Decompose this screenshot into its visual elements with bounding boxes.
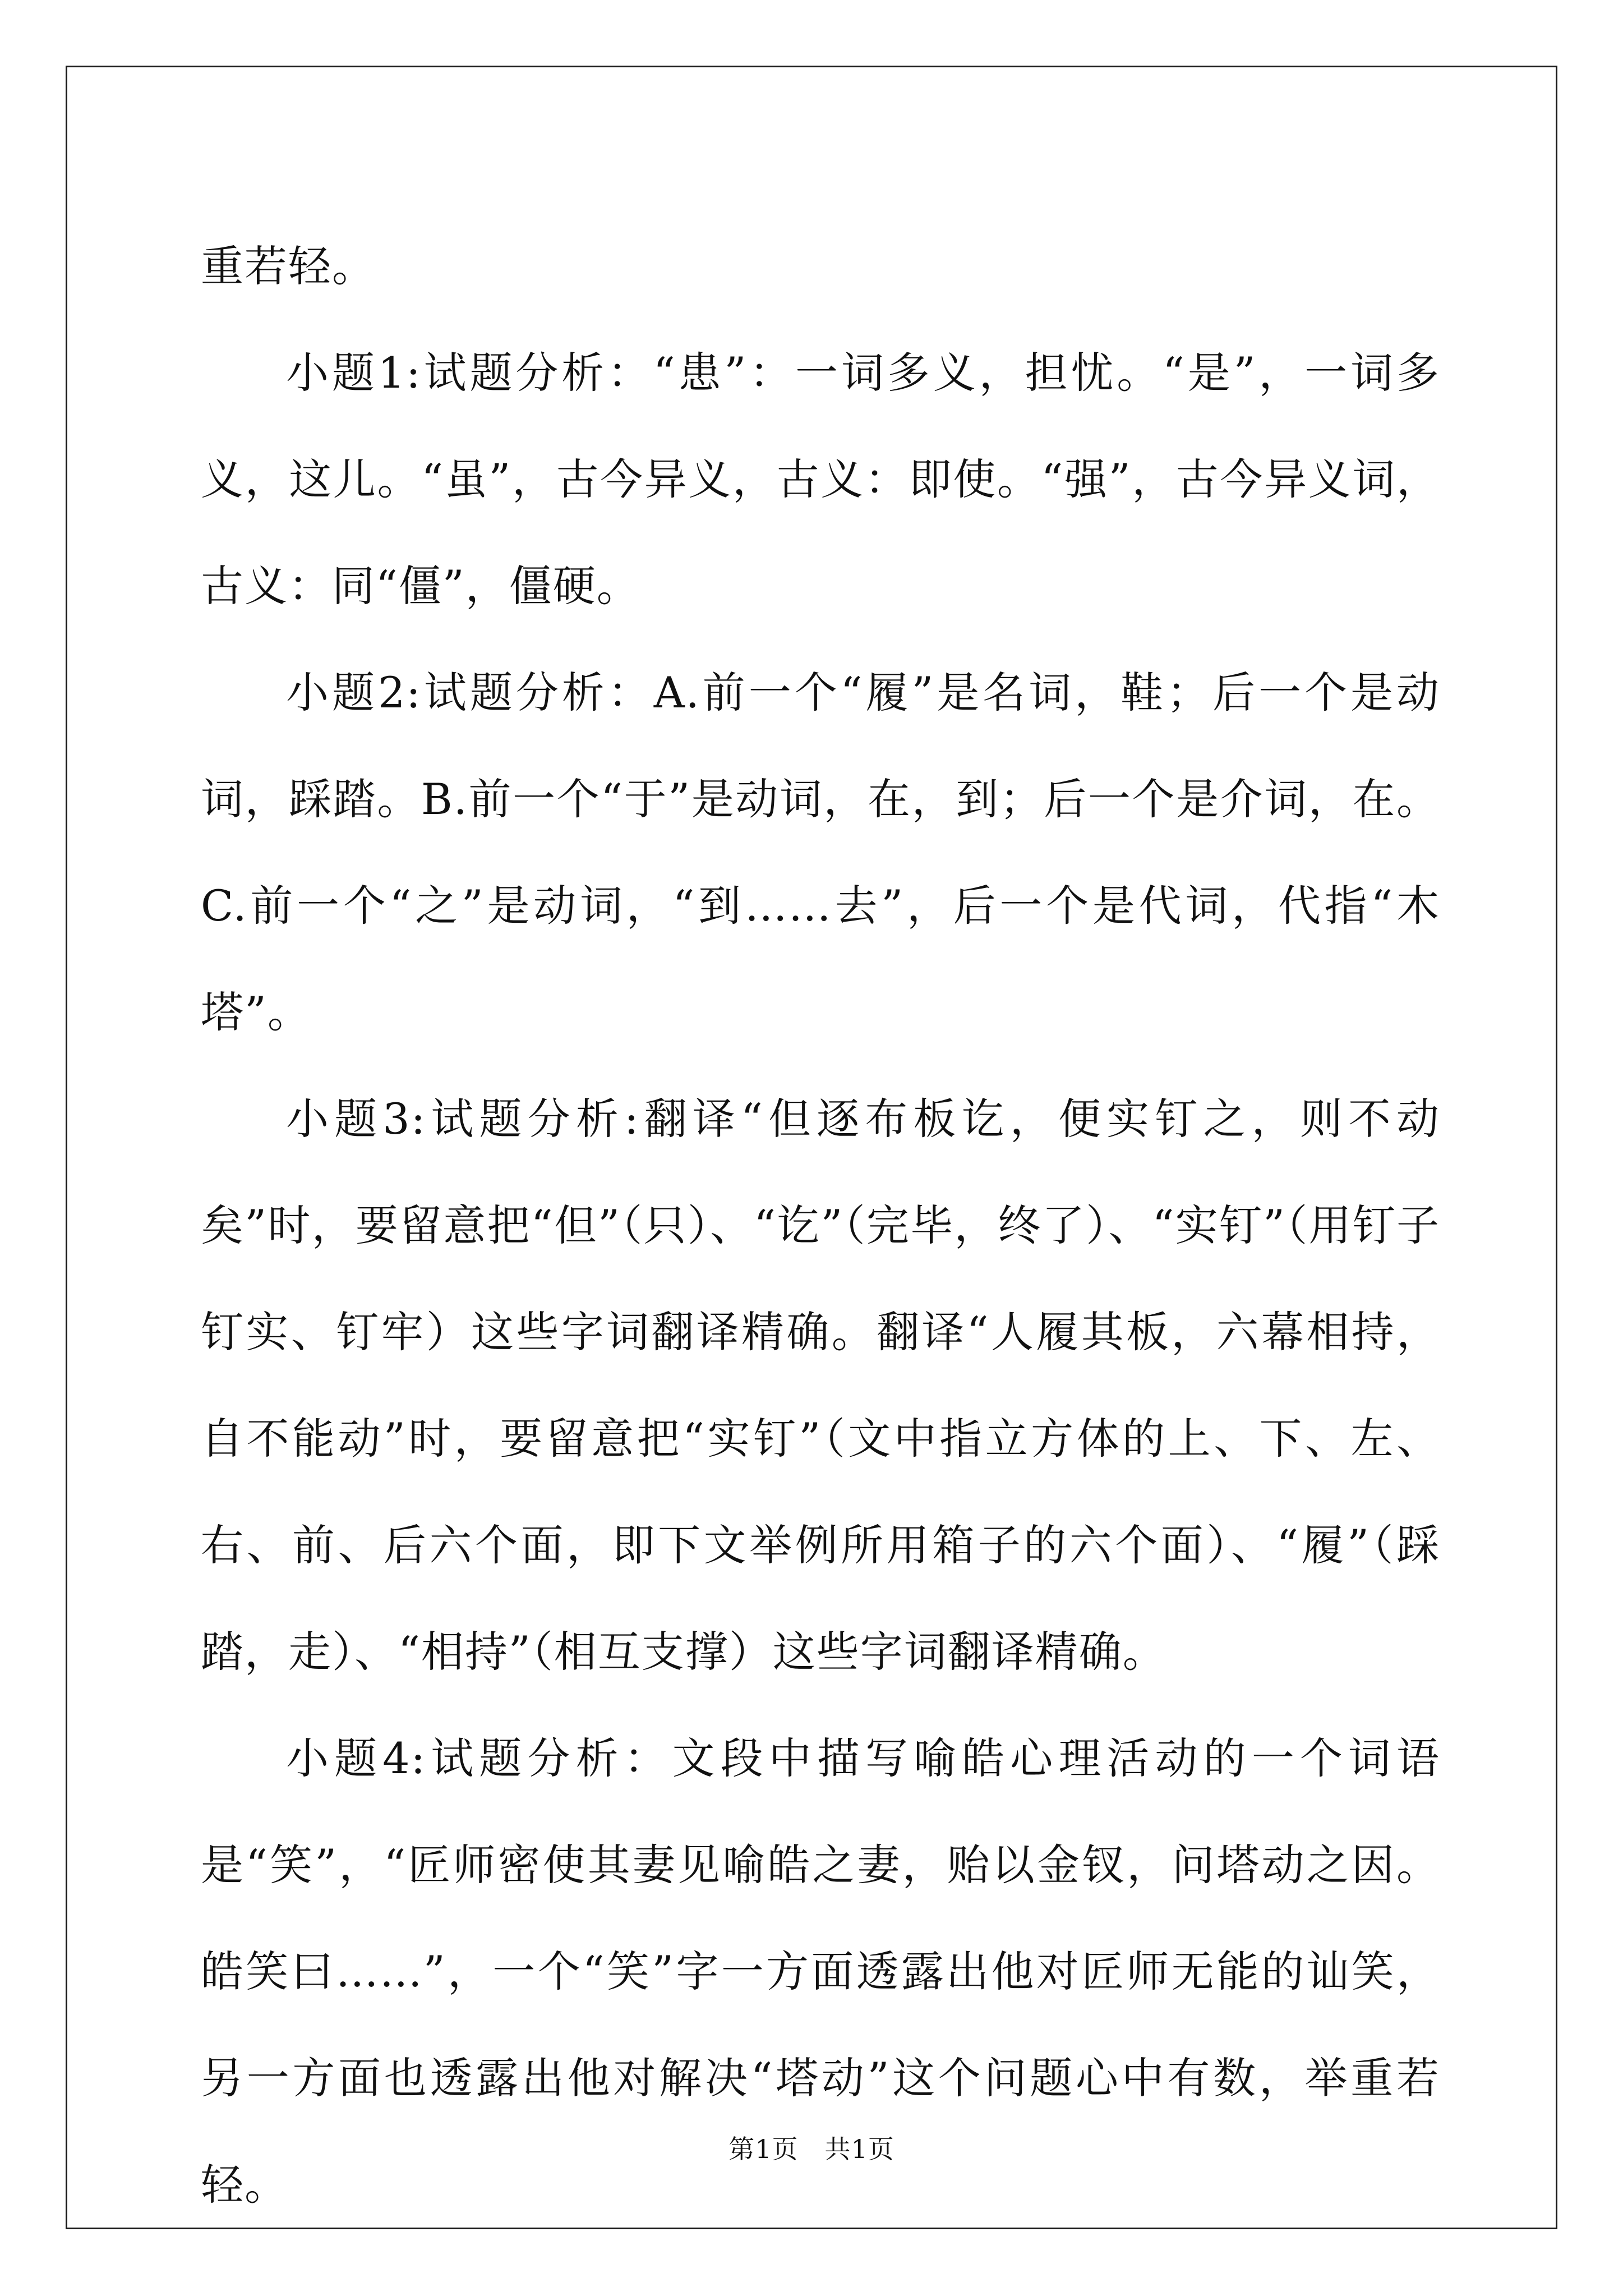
- paragraph-3: 小题2:试题分析：A.前一个“履”是名词，鞋；后一个是动词，踩踏。B.前一个“于”是动词，在，到；后一个是介词，在。C.前一个“之”是动词，“到……去”，后一个是代词，代指“木塔”。: [201, 668, 1440, 1037]
- page-footer: 第1页 共1页: [728, 2134, 895, 2164]
- document-body: [201, 213, 1440, 2238]
- paragraph-1: 重若轻。: [201, 241, 376, 291]
- paragraph-4: 小题3:试题分析:翻译“但逐布板讫，便实钉之，则不动矣”时，要留意把“但”（只）、“讫”（完毕，终了）、“实钉”（用钉子钉实、钉牢）这些字词翻译精确。翻译“人履其板，六幕相持，自不能动”时，要留意把“实钉”（文中指立方体的上、下、左、右、前、后六个面，即下文举例所用箱子的六个面）、“履”（踩踏，走）、“相持”（相互支撑）这些字词翻译精确。: [201, 1094, 1440, 1677]
- paragraph-5: 小题4:试题分析：文段中描写喻皓心理活动的一个词语是“笑”，“匠师密使其妻见喻皓之妻，贻以金钗，问塔动之因。皓笑曰……”，一个“笑”字一方面透露出他对匠师无能的讪笑，另一方面也透露出他对解决“塔动”这个问题心中有数，举重若轻。: [201, 1733, 1440, 2210]
- paragraph-2: 小题1:试题分析：“患”：一词多义，担忧。“是”，一词多义，这儿。“虽”，古今异义，古义：即使。“强”，古今异义词，古义：同“僵”，僵硬。: [201, 348, 1440, 611]
